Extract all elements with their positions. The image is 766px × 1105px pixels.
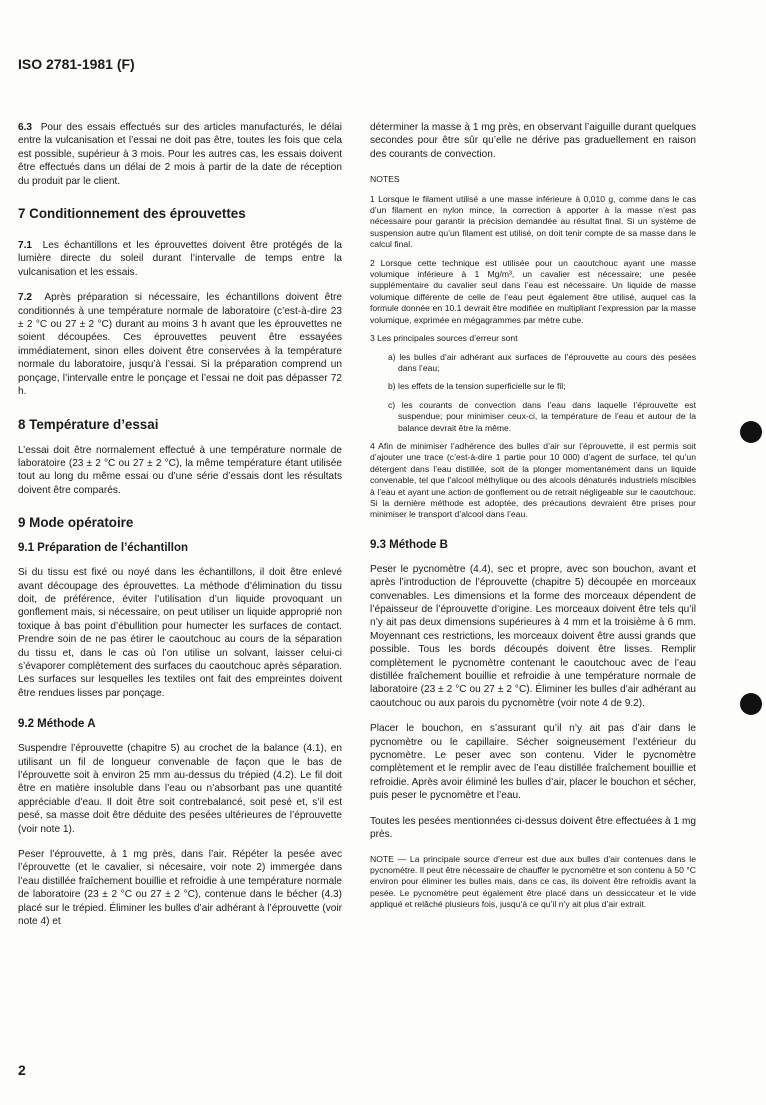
note-3-item-a: a) les bulles d’air adhérant aux surfaces de l’éprouvette au cours des pesées dans l’eau; <box>388 351 696 373</box>
paragraph-text: Pour des essais effectués sur des articles manufacturés, le délai entre la vulcanisation et l’essai ne doit pas être, toutes les fois que cela est possible, supérieur à 3 mois. Pour les autres cas, les essais doivent être effectués dans un délai de 2 mois à partir de la date de réception du produit par le client. <box>18 122 343 187</box>
note-2: 2 Lorsque cette technique est utilisée pour un caoutchouc ayant une masse volumique inférieure à 1 Mg/m³, un cavalier est nécessaire; une pesée supplémentaire du cavalier seul dans l’eau est nécessaire. Un liquide de masse volumique différente de celle de l’eau peut également être utilisé, auquel cas la formule donnée en 10.1 devrait être modifiée en multipliant l’expression par la masse volumique, exprimée en mégagrammes par mètre cube. <box>370 257 696 325</box>
punch-hole-icon <box>740 421 762 443</box>
clause-number: 7.1 <box>18 240 33 252</box>
punch-hole-icon <box>740 693 762 715</box>
paragraph-7-1 <box>18 239 342 279</box>
section-heading-8: 8 Température d’essai <box>18 416 159 432</box>
paragraph-text: Après préparation si nécessaire, les échantillons doivent être conditionnés à une température normale de laboratoire (c’est-à-dire 23 ± 2 °C ou 27 ± 2 °C) durant au moins 3 h avant que les éprouvettes ne soient découpées. Ces éprouvettes peuvent être essayées immédiatement, sinon elles doivent être conservées à la température normale du laboratoire, jusqu’à l’essai. Si la préparation comprend un ponçage, l’intervalle entre le ponçage et l’essai ne doit pas dépasser 72 h. <box>18 292 342 398</box>
note-3: 3 Les principales sources d’erreur sont <box>370 333 518 344</box>
document-header: ISO 2781-1981 (F) <box>18 56 135 72</box>
paragraph-9-3-b: Placer le bouchon, en s’assurant qu’il n’y ait pas d’air dans le pycnomètre ou le capillaire. Sécher soigneusement l’extérieur du pycnomètre. Le peser avec son contenu. Vider le pycnomètre complètement et le remplir avec de l’eau distillée fraîchement bouillie et refroidie. Après avoir éliminé les bulles d’air, placer le bouchon et sécher, puis peser le pycnomètre et l’eau. <box>370 723 696 802</box>
section-heading-9: 9 Mode opératoire <box>18 515 134 531</box>
subsection-heading-9-2: 9.2 Méthode A <box>18 718 96 731</box>
paragraph-9-3-c: Toutes les pesées mentionnées ci-dessus doivent être effectuées à 1 mg près. <box>370 815 696 841</box>
notes-title: NOTES <box>370 174 400 185</box>
note-1: 1 Lorsque le filament utilisé a une masse inférieure à 0,010 g, comme dans le cas d’un filament en nylon mince, la correction à apporter à la masse n’est pas nécessaire pour garantir la précision demandée au résultat final. Si un système de suspension autre qu’un filament est utilisé, on doit tenir compte de sa masse dans le calcul final. <box>370 193 696 250</box>
note-3-item-b: b) les effets de la tension superficielle sur le fil; <box>388 381 566 392</box>
paragraph-6-3 <box>18 121 342 188</box>
paragraph-9-3-a: Peser le pycnomètre (4.4), sec et propre, avec son bouchon, avant et après l’introduction de l’éprouvette (chapitre 5) découpée en morceaux convenables. Les dimensions et la forme des morceaux dépendent de l’épaisseur de l’éprouvette d’origine. Les morceaux doivent être tels qu’il n’y ait pas deux dimensions supérieures à 4 mm et la troisième à 6 mm. Moyennant ces restrictions, les morceaux doivent être aussi grands que possible. Tous les bords découpés doivent être lisses. Remplir complètement le pycnomètre contenant le caoutchouc avec de l’eau distillée fraîchement bouillie et refroidie à une température normale de laboratoire (23 ± 2 °C ou 27 ± 2 °C). Éliminer les bulles d’air adhérant au caoutchouc ou aux parois du pycnomètre (voir note 4 de 9.2). <box>370 563 696 709</box>
left-column <box>18 121 342 928</box>
clause-number: 7.2 <box>18 292 33 304</box>
paragraph-9-2-b: Peser l’éprouvette, à 1 mg près, dans l’air. Répéter la pesée avec l’éprouvette (et le cavalier, si nécesaire, voir note 2) immergée dans l’eau distillée fraîchement bouillie et refroidie à une température normale de laboratoire (23 ± 2 °C ou 27 ± 2 °C), contenue dans le bécher (4.3) placé sur le trépied. Éliminer les bulles d’air adhérant à l’éprouvette (voir note 4) et <box>18 849 342 928</box>
paragraph-7-2 <box>18 291 342 398</box>
page-number: 2 <box>18 1062 26 1078</box>
subsection-heading-9-3: 9.3 Méthode B <box>370 538 448 551</box>
section-heading-7: 7 Conditionnement des éprouvettes <box>18 206 246 222</box>
note-4: 4 Afin de minimiser l’adhérence des bulles d’air sur l’éprouvette, il est permis soit d’ajouter une trace (c’est-à-dire 1 partie pour 10 000) d’agent de surface, tel qu’un détergent dans l’eau distillée, soit de la plonger momentanément dans un liquide convenable, tel que l’alcool méthylique ou des alcools dénaturés industriels miscibles à l’eau et ayant une action de gonflement ou de retrait négligeable sur le caoutchouc. Si la dernière méthode est adoptée, des précautions devraient être prises pour minimiser le transport d’alcool dans l’eau. <box>370 440 696 520</box>
note-3-item-c: c) les courants de convection dans l’eau dans laquelle l’éprouvette est suspendue; pour minimiser ceux-ci, la température de l’eau et autour de la balance devrait être la même. <box>388 399 696 433</box>
paragraph-8: L’essai doit être normalement effectué à une température normale de laboratoire (23 ± 2 °C ou 27 ± 2 °C), la même température étant utilisée tout au long du même essai ou d’une série d’essais dont les résultats doivent être comparés. <box>18 444 342 496</box>
paragraph-continuation: déterminer la masse à 1 mg près, en observant l’aiguille durant quelques secondes pour être sûr qu’elle ne dérive pas graduellement en raison des courants de convection. <box>370 122 696 160</box>
paragraph-9-2-a: Suspendre l’éprouvette (chapitre 5) au crochet de la balance (4.1), en utilisant un fil de longueur convenable de façon que le bas de l’éprouvette soit à environ 25 mm au-dessus du trépied (4.2). Le fil doit être en matière insoluble dans l’eau ou n’absorbant pas une quantité appréciable d’eau. Il doit être soit contrebalancé, soit pesé et, s’il est pesé, sa masse doit être déduite des pesées ultérieures de l’éprouvette (voir note 1). <box>18 743 342 835</box>
clause-number: 6.3 <box>18 122 33 133</box>
paragraph-9-1: Si du tissu est fixé ou noyé dans les échantillons, il doit être enlevé avant découpage des éprouvettes. La méthode d’élimination du tissu doit, de préférence, éviter l’utilisation d’un liquide provoquant un gonflement mais, si nécessaire, on peut utiliser un liquide approprié non toxique à bas point d’ébullition pour humecter les surfaces de contact. Prendre soin de ne pas étirer le caoutchouc au cours de la séparation du tissu et, dans le cas où l’on utilise un solvant, laisser celui-ci s’évaporer complètement des surfaces du caoutchouc après séparation. Les surfaces sur lesquelles les textiles ont fait des empreintes doivent être rendues lisses par ponçage. <box>18 567 342 699</box>
note-final: NOTE — La principale source d’erreur est due aux bulles d’air contenues dans le pycnomètre. Il peut être nécessaire de chauffer le pycnomètre et son contenu à 50 °C environ pour éliminer les bulles mais, dans ce cas, ils doivent être refroidis avant la pesée. Le pycnomètre peut également être placé dans un dessiccateur et le vide appliqué et relâché plusieurs fois, jusqu’à ce qu’il n’y ait plus d’air extrait. <box>370 853 696 910</box>
subsection-heading-9-1: 9.1 Préparation de l’échantillon <box>18 542 188 555</box>
right-column <box>370 121 696 911</box>
paragraph-text: Les échantillons et les éprouvettes doivent être protégés de la lumière directe du soleil durant l’intervalle de temps entre la vulcanisation et les essais. <box>18 240 342 278</box>
